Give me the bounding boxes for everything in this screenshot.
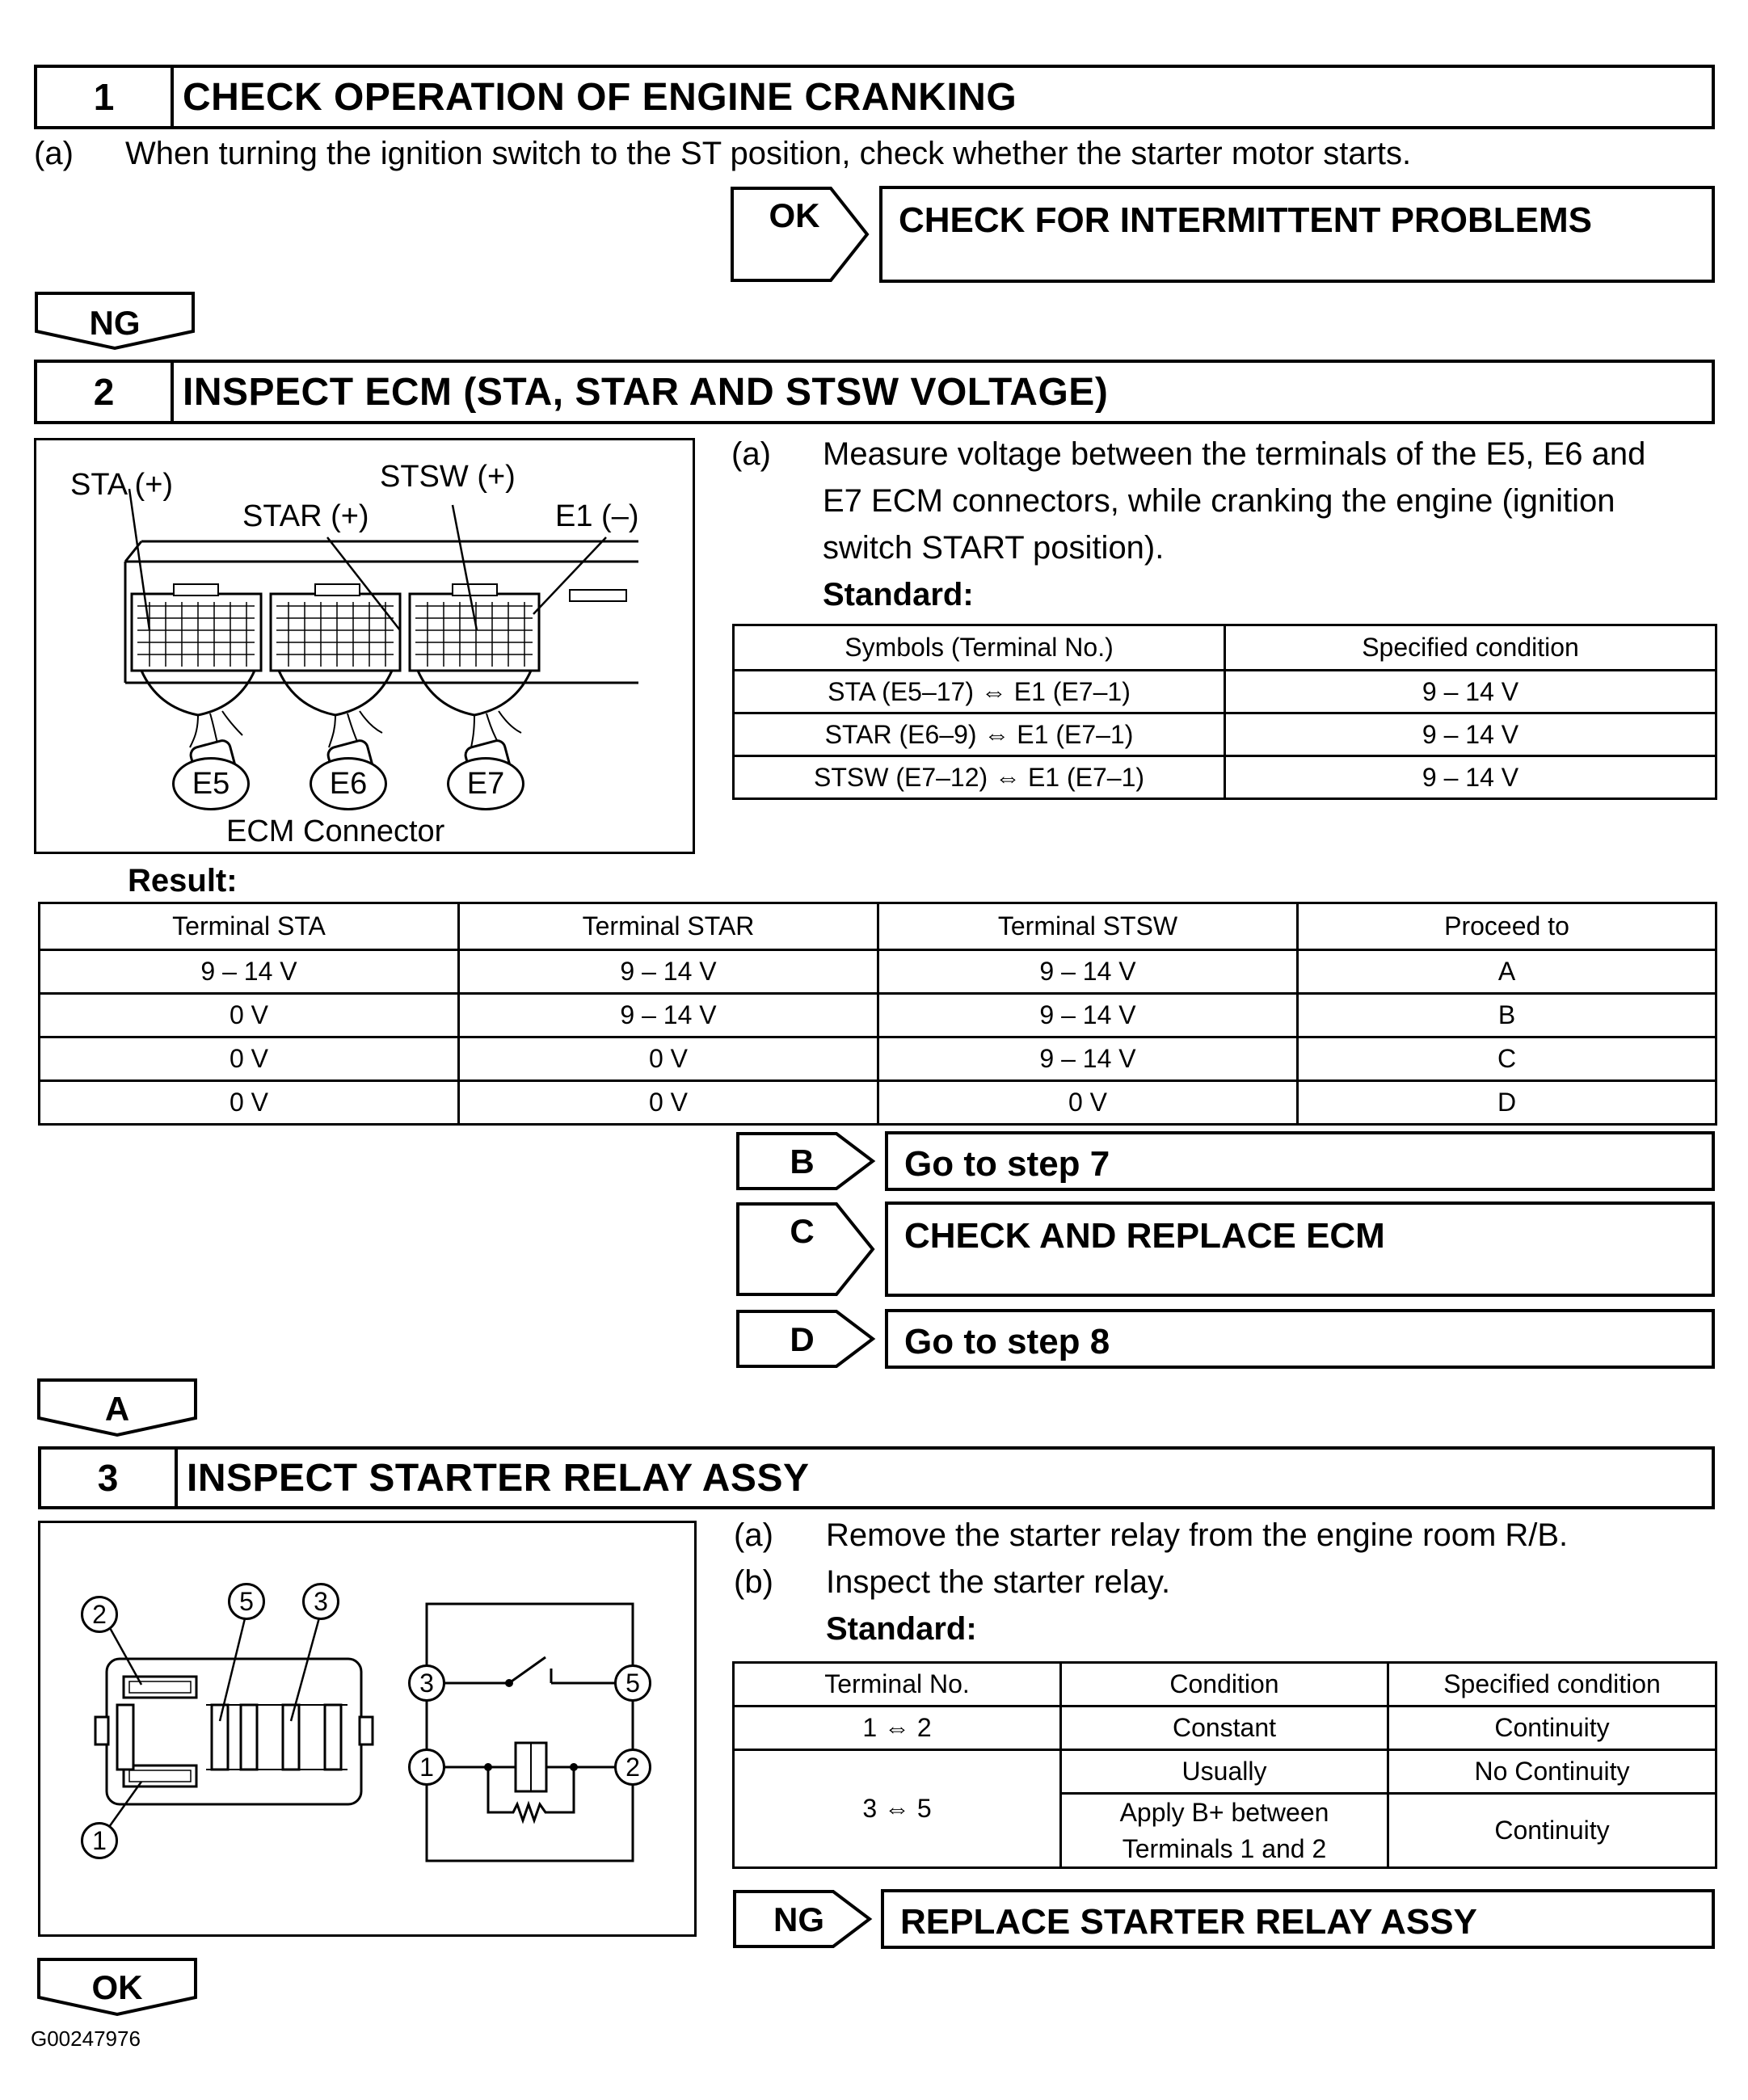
table-cell: 0 V (459, 1037, 878, 1081)
starter-relay-figure (38, 1521, 697, 1937)
connector-e5-label: E5 (172, 757, 250, 810)
table-cell: B (1298, 994, 1716, 1037)
schematic-terminal-2-icon: 2 (614, 1749, 651, 1786)
step2-header (34, 360, 1715, 424)
table-header: Specified condition (1225, 625, 1716, 671)
step1-ok-result (879, 186, 1715, 283)
table-header: Terminal STA (40, 903, 459, 950)
table-row (40, 1081, 1716, 1125)
table-cell: No Continuity (1388, 1750, 1716, 1794)
table-cell: 9 – 14 V (1225, 671, 1716, 713)
schematic-terminal-1-icon: 1 (408, 1749, 445, 1786)
step3-instruction-b: Inspect the starter relay. (826, 1564, 1171, 1600)
step1-instruction: When turning the ignition switch to the ST position, check whether the starter motor starts. (125, 136, 1412, 171)
table-cell: 9 – 14 V (40, 950, 459, 994)
table-row (40, 1037, 1716, 1081)
branch-c-result-text: CHECK AND REPLACE ECM (904, 1216, 1385, 1256)
step3-standard-table (732, 1661, 1717, 1869)
step1-ok-result-text: CHECK FOR INTERMITTENT PROBLEMS (899, 200, 1592, 240)
table-cell: 9 – 14 V (878, 1037, 1298, 1081)
table-cell: 0 V (878, 1081, 1298, 1125)
branch-b-result (885, 1131, 1715, 1191)
table-cell: 3 ⇔ 5 (734, 1750, 1061, 1868)
table-row (40, 903, 1716, 950)
table-row (734, 1707, 1716, 1750)
step3-instruction-a: Remove the starter relay from the engine room R/B. (826, 1517, 1569, 1553)
step2-a-label: A (104, 1390, 130, 1428)
step3-instruction-b-marker: (b) (734, 1564, 773, 1600)
footer-code: G00247976 (31, 2026, 141, 2051)
branch-d-label: D (790, 1320, 815, 1358)
connector-e7-block (410, 584, 539, 715)
relay-terminal-5-icon: 5 (228, 1583, 265, 1620)
step3-ng-result-text: REPLACE STARTER RELAY ASSY (900, 1902, 1477, 1942)
table-header: Terminal No. (734, 1663, 1061, 1707)
condition-line-1: Apply B+ between (1119, 1798, 1329, 1828)
connector-e5-block (132, 584, 261, 715)
table-cell: 9 – 14 V (1225, 756, 1716, 799)
step3-ng-result (881, 1889, 1715, 1949)
table-cell: Usually (1061, 1750, 1388, 1794)
branch-b-result-text: Go to step 7 (904, 1144, 1110, 1184)
condition-line-2: Terminals 1 and 2 (1122, 1833, 1327, 1863)
table-header: Terminal STSW (878, 903, 1298, 950)
step3-header (38, 1446, 1715, 1509)
table-row (40, 950, 1716, 994)
table-header: Terminal STAR (459, 903, 878, 950)
table-cell: Constant (1061, 1707, 1388, 1750)
relay-terminal-1-icon: 1 (81, 1822, 118, 1859)
table-row (734, 756, 1716, 799)
step2-instruction-line1: Measure voltage between the terminals of the E5, E6 and (823, 436, 1646, 472)
table-row (734, 1750, 1716, 1794)
branch-d-result-text: Go to step 8 (904, 1322, 1110, 1361)
table-cell: 9 – 14 V (1225, 713, 1716, 756)
figure-caption: ECM Connector (226, 814, 445, 848)
table-cell: 0 V (40, 994, 459, 1037)
step1-ng-label: NG (89, 304, 141, 342)
table-header: Specified condition (1388, 1663, 1716, 1707)
step3-ok-label: OK (91, 1968, 143, 2006)
ecm-connector-figure (34, 438, 695, 854)
step2-standard-table (732, 624, 1717, 800)
step3-number: 3 (41, 1450, 178, 1506)
table-cell: D (1298, 1081, 1716, 1125)
step1-title: CHECK OPERATION OF ENGINE CRANKING (183, 75, 1017, 119)
table-cell: STSW (E7–12) ⇔ E1 (E7–1) (734, 756, 1225, 799)
relay-terminal-3-icon: 3 (302, 1583, 339, 1620)
table-cell: 9 – 14 V (878, 994, 1298, 1037)
step3-ng-label: NG (773, 1900, 824, 1938)
table-header: Symbols (Terminal No.) (734, 625, 1225, 671)
table-cell: 1 ⇔ 2 (734, 1707, 1061, 1750)
step2-title: INSPECT ECM (STA, STAR AND STSW VOLTAGE) (183, 370, 1109, 414)
table-cell: Continuity (1388, 1707, 1716, 1750)
relay-terminal-2-icon: 2 (81, 1596, 118, 1633)
table-cell: 9 – 14 V (459, 950, 878, 994)
step2-result-table (38, 902, 1717, 1126)
table-row (734, 1663, 1716, 1707)
table-row (734, 671, 1716, 713)
label-star: STAR (+) (242, 499, 369, 533)
step3-standard-label: Standard: (826, 1611, 977, 1647)
table-cell: Continuity (1388, 1794, 1716, 1868)
step2-result-label: Result: (128, 863, 238, 898)
connector-e6-block (271, 584, 400, 715)
step2-number: 2 (37, 363, 174, 421)
table-cell (1061, 1794, 1388, 1868)
table-cell: C (1298, 1037, 1716, 1081)
branch-c-label: C (790, 1212, 815, 1250)
branch-b-label: B (790, 1143, 815, 1180)
table-cell: 9 – 14 V (459, 994, 878, 1037)
starter-relay-drawing (40, 1523, 699, 1939)
step3-instruction-a-marker: (a) (734, 1517, 773, 1553)
table-cell: A (1298, 950, 1716, 994)
step1-header (34, 65, 1715, 129)
table-header: Proceed to (1298, 903, 1716, 950)
schematic-terminal-5-icon: 5 (614, 1664, 651, 1702)
step1-ok-label: OK (769, 196, 820, 234)
label-sta: STA (+) (70, 468, 174, 502)
connector-e7-label: E7 (447, 757, 524, 810)
table-header: Condition (1061, 1663, 1388, 1707)
step2-instruction-line2: E7 ECM connectors, while cranking the engine (ignition (823, 483, 1615, 519)
step2-instruction-marker: (a) (731, 436, 771, 472)
connector-e6-label: E6 (310, 757, 387, 810)
table-cell: STA (E5–17) ⇔ E1 (E7–1) (734, 671, 1225, 713)
label-stsw: STSW (+) (380, 460, 516, 494)
label-e1: E1 (–) (555, 499, 639, 533)
table-cell: STAR (E6–9) ⇔ E1 (E7–1) (734, 713, 1225, 756)
step1-number: 1 (37, 68, 174, 126)
table-cell: 0 V (40, 1037, 459, 1081)
step3-title: INSPECT STARTER RELAY ASSY (187, 1456, 810, 1500)
table-cell: 9 – 14 V (878, 950, 1298, 994)
table-row (734, 625, 1716, 671)
table-row (40, 994, 1716, 1037)
step1-instruction-marker: (a) (34, 136, 74, 171)
table-row (734, 713, 1716, 756)
step2-standard-label: Standard: (823, 577, 974, 612)
branch-c-result (885, 1202, 1715, 1297)
branch-d-result (885, 1309, 1715, 1369)
schematic-terminal-3-icon: 3 (408, 1664, 445, 1702)
table-cell: 0 V (459, 1081, 878, 1125)
step2-instruction-line3: switch START position). (823, 530, 1165, 566)
table-cell: 0 V (40, 1081, 459, 1125)
